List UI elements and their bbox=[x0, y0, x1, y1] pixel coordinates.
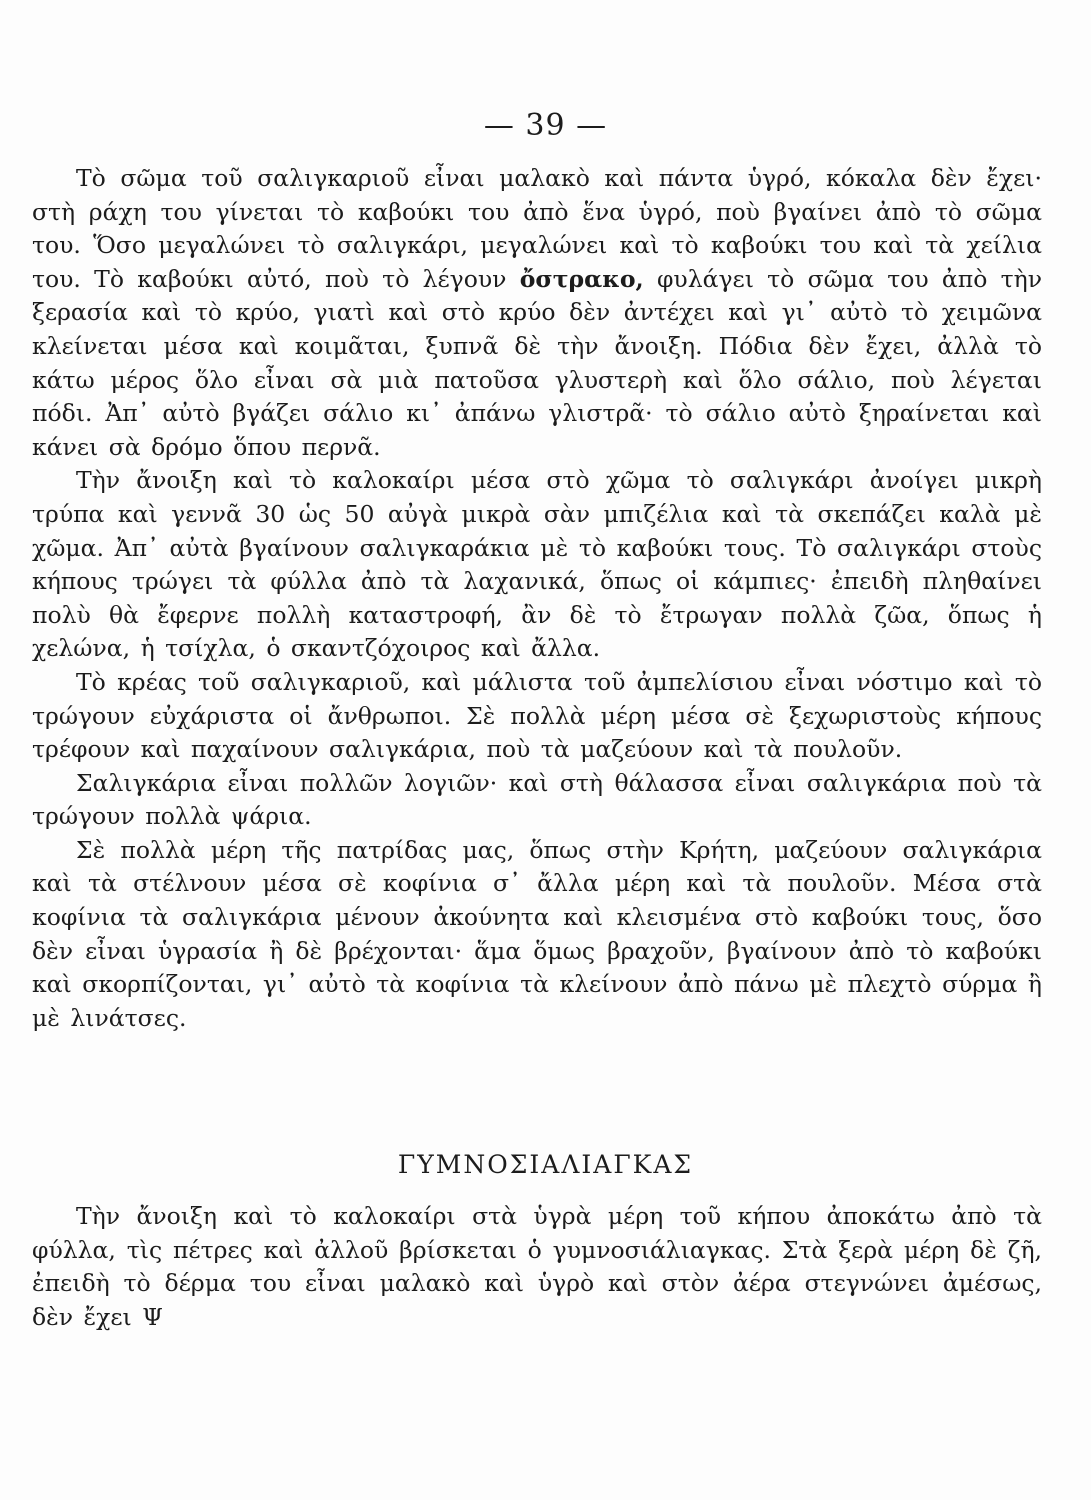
paragraph-text: φυλάγει τὸ σῶμα του ἀπὸ τὴν ξερασία καὶ τὸ κρύο, γιατὶ καὶ στὸ κρύο δὲν ἀντέχει καὶ γι᾿ αὐτὸ τὸ χειμῶνα κλείνεται μέσα καὶ κοιμᾶται, ξυπνᾶ δὲ τὴν ἄνοιξη. Πόδια δὲν ἔχει, ἀλλὰ τὸ κάτω μέρος ὅλο εἶναι σὰ μιὰ πατοῦσα γλυστερὴ καὶ ὅλο σάλιο, ποὺ λέγεται πόδι. Ἀπ᾿ αὐτὸ βγάζει σάλιο κι᾿ ἀπάνω γλιστρᾶ· τὸ σάλιο αὐτὸ ξηραίνεται καὶ κάνει σὰ δρόμο ὅπου περνᾶ. bbox=[32, 264, 1042, 461]
paragraph-slug-habitat: Τὴν ἄνοιξη καὶ τὸ καλοκαίρι στὰ ὑγρὰ μέρη τοῦ κήπου ἀποκάτω ἀπὸ τὰ φύλλα, τὶς πέτρες καὶ ἀλλοῦ βρίσκεται ὁ γυμνοσιάλιαγκας. Στὰ ξερὰ μέρη δὲ ζῆ, ἐπειδὴ τὸ δέρμα του εἶναι μαλακὸ καὶ ὑγρὸ καὶ στὸν ἀέρα στεγνώνει ἀμέσως, δὲν ἔχει Ψ bbox=[32, 1202, 1042, 1331]
paragraph-sea-snails: Σαλιγκάρια εἶναι πολλῶν λογιῶν· καὶ στὴ θάλασσα εἶναι σαλιγκάρια ποὺ τὰ τρώγουν πολλὰ ψάρια. bbox=[32, 768, 1042, 831]
section-heading: ΓΥΜΝΟΣΙΑΛΙΑΓΚΑΣ bbox=[397, 1150, 694, 1179]
page-number: — 39 — bbox=[483, 108, 608, 143]
paragraph-edible-meat: Τὸ κρέας τοῦ σαλιγκαριοῦ, καὶ μάλιστα τοῦ ἀμπελίσιου εἶναι νόστιμο καὶ τὸ τρώγουν εὐχάριστα οἱ ἄνθρωποι. Σὲ πολλὰ μέρη μέσα σὲ ξεχωριστοὺς κήπους τρέφουν καὶ παχαίνουν σαλιγκάρια, ποὺ τὰ μαζεύουν καὶ τὰ πουλοῦν. bbox=[32, 667, 1042, 764]
main-text-section bbox=[32, 162, 1042, 1035]
bold-term-ostrako: ὄστρακο, bbox=[519, 264, 644, 293]
paragraph-text: Τὸ σῶμα τοῦ σαλιγκαριοῦ εἶναι μαλακὸ καὶ πάντα ὑγρό, κόκαλα δὲν ἔχει· στὴ ράχη του γίνεται τὸ καβούκι του ἀπὸ ἕνα ὑγρό, ποὺ βγαίνει ἀπὸ τὸ σῶμα του. Ὅσο μεγαλώνει τὸ σαλιγκάρι, μεγαλώνει καὶ τὸ καβούκι του καὶ τὰ χείλια του. Τὸ καβούκι αὐτό, ποὺ τὸ λέγουν bbox=[32, 164, 1042, 293]
slug-text-section bbox=[32, 1200, 1042, 1334]
paragraph-shell-description bbox=[32, 162, 1042, 464]
paragraph-reproduction: Τὴν ἄνοιξη καὶ τὸ καλοκαίρι μέσα στὸ χῶμα τὸ σαλιγκάρι ἀνοίγει μικρὴ τρύπα καὶ γεννᾶ 30 ὡς 50 αὐγὰ μικρὰ σὰν μπιζέλια καὶ τὰ σκεπάζει καλὰ μὲ χῶμα. Ἀπ᾿ αὐτὰ βγαίνουν σαλιγκαράκια μὲ τὸ καβούκι τους. Τὸ σαλιγκάρι στοὺς κήπους τρώγει τὰ φύλλα ἀπὸ τὰ λαχανικά, ὅπως οἱ κάμπιες· ἐπειδὴ πληθαίνει πολὺ θὰ ἔφερνε πολλὴ καταστροφή, ἂν δὲ τὸ ἔτρωγαν πολλὰ ζῶα, ὅπως ἡ χελώνα, ἡ τσίχλα, ὁ σκαντζόχοιρος καὶ ἄλλα. bbox=[32, 466, 1042, 663]
paragraph-crete-trade: Σὲ πολλὰ μέρη τῆς πατρίδας μας, ὅπως στὴν Κρήτη, μαζεύουν σαλιγκάρια καὶ τὰ στέλνουν μέσα σὲ κοφίνια σ᾿ ἄλλα μέρη καὶ τὰ πουλοῦν. Μέσα στὰ κοφίνια τὰ σαλιγκάρια μένουν ἀκούνητα καὶ κλεισμένα στὸ καβούκι τους, ὅσο δὲν εἶναι ὑγρασία ἢ δὲ βρέχονται· ἅμα ὅμως βραχοῦν, βγαίνουν ἀπὸ τὸ καβούκι καὶ σκορπίζονται, γι᾿ αὐτὸ τὰ κοφίνια τὰ κλείνουν ἀπὸ πάνω μὲ πλεχτὸ σύρμα ἢ μὲ λινάτσες. bbox=[32, 835, 1042, 1032]
